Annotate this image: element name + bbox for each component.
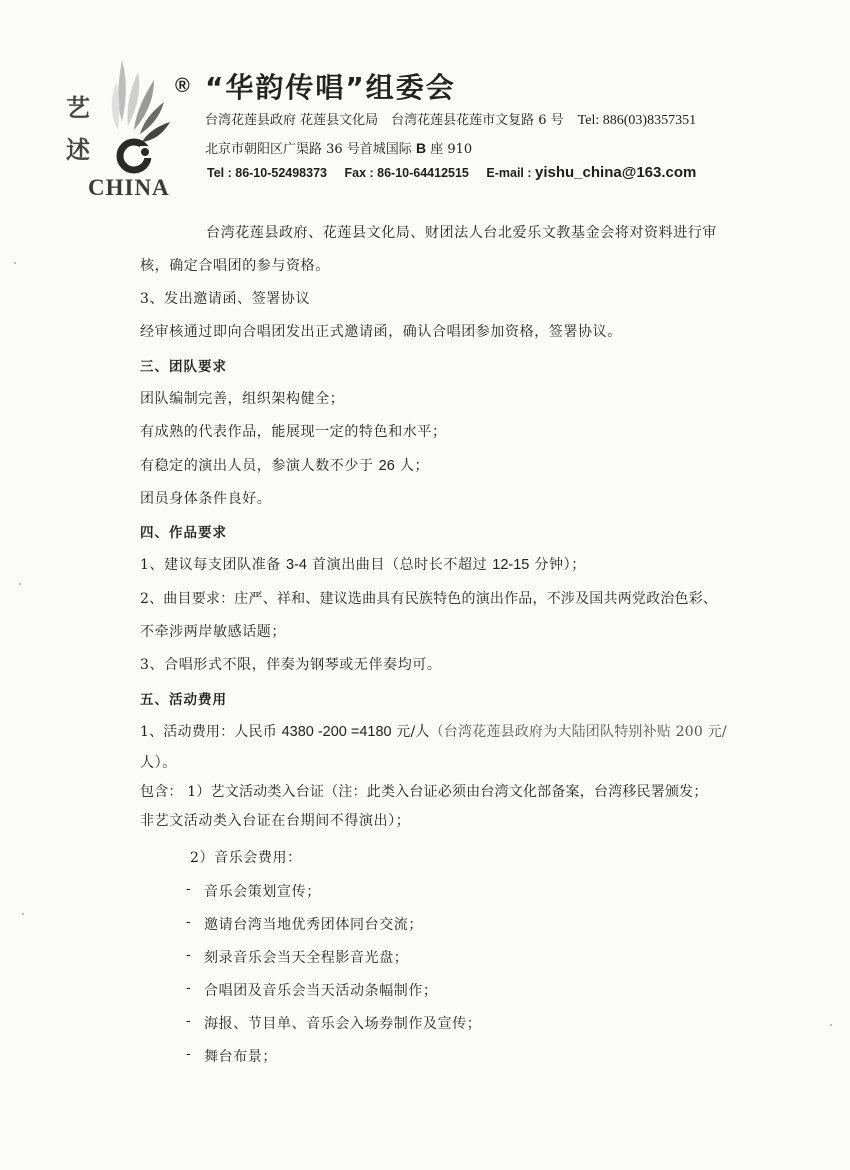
bullet-dash: -	[186, 980, 191, 996]
email-label: E-mail :	[486, 166, 535, 180]
org-title: “华韵传唱”组委会	[205, 71, 456, 104]
scan-speck	[14, 262, 16, 264]
list-item: 团员身体条件良好。	[140, 491, 272, 507]
address-beijing-prefix: 北京市朝阳区广渠路 36 号首城国际	[205, 142, 412, 157]
list-item: 音乐会策划宣传；	[204, 884, 321, 900]
address-line-1	[205, 109, 696, 129]
bullet-dash: -	[186, 881, 191, 897]
bullet-dash: -	[186, 914, 191, 930]
paragraph-line: 人）。	[140, 755, 177, 771]
section-title: 五、活动费用	[140, 692, 227, 708]
bullet-dash: -	[186, 1013, 191, 1029]
list-item: 团队编制完善，组织架构健全；	[140, 391, 345, 407]
email-link[interactable]: yishu_china@163.com	[535, 164, 697, 181]
fax: Fax : 86-10-64412515	[344, 166, 469, 180]
bullet-dash: -	[186, 947, 191, 963]
registered-mark: ®	[175, 75, 190, 97]
paragraph-line: 台湾花莲县政府、花莲县文化局、财团法人台北爱乐文教基金会将对资料进行审	[206, 225, 717, 241]
address-beijing-block: B	[415, 140, 427, 156]
scan-speck	[19, 583, 21, 585]
list-item: 海报、节目单、音乐会入场券制作及宣传；	[204, 1016, 482, 1032]
list-item: 3、合唱形式不限，伴奏为钢琴或无伴奏均可。	[140, 657, 442, 673]
paragraph-line: 包含： 1）艺文活动类入台证（注：此类入台证必须由台湾文化部备案，台湾移民署颁发；	[140, 784, 708, 800]
paragraph-line: 不牵涉两岸敏感话题；	[140, 624, 286, 640]
tel-taiwan: Tel: 886(03)8357351	[577, 113, 697, 128]
logo-char-2: 述	[66, 135, 90, 164]
paragraph-line: 核，确定合唱团的参与资格。	[140, 258, 330, 274]
list-item: 2、曲目要求：庄严、祥和、建议选曲具有民族特色的演出作品，不涉及国共两党政治色彩、	[140, 591, 718, 607]
list-item: 有稳定的演出人员，参演人数不少于 26 人；	[140, 458, 430, 474]
contact-line	[207, 164, 696, 181]
section-title: 四、作品要求	[140, 525, 227, 541]
logo-char-1: 艺	[66, 93, 90, 122]
section-title: 三、团队要求	[140, 359, 227, 375]
scan-speck	[830, 1024, 832, 1026]
address-line-2	[205, 138, 472, 157]
address-taiwan: 台湾花莲县政府 花莲县文化局 台湾花莲县花莲市文复路 6 号	[205, 113, 564, 128]
paragraph-line: 经审核通过即向合唱团发出正式邀请函，确认合唱团参加资格，签署协议。	[140, 324, 622, 340]
list-item: 邀请台湾当地优秀团体同台交流；	[204, 917, 423, 933]
list-item: 舞台布景；	[204, 1049, 277, 1065]
address-beijing-suffix: 座 910	[426, 142, 473, 157]
list-item: 1、建议每支团队准备 3-4 首演出曲目（总时长不超过 12-15 分钟）；	[140, 557, 586, 573]
scan-speck	[22, 913, 24, 915]
paragraph-line: 非艺文活动类入台证在台期间不得演出）；	[140, 813, 411, 829]
tel-beijing: Tel : 86-10-52498373	[207, 166, 327, 180]
list-item: 有成熟的代表作品，能展现一定的特色和水平；	[140, 424, 447, 440]
list-item: 合唱团及音乐会当天活动条幅制作；	[204, 983, 438, 999]
logo	[60, 52, 190, 202]
item-title: 3、发出邀请函、签署协议	[140, 291, 311, 307]
list-item: 刻录音乐会当天全程影音光盘；	[204, 950, 409, 966]
list-item: 1、活动费用：人民币 4380 -200 =4180 元/人（台湾花莲县政府为大陆团队特别补贴 200 元/	[140, 724, 727, 740]
logo-text: CHINA	[88, 175, 170, 200]
bullet-dash: -	[186, 1046, 191, 1062]
subsection-title: 2）音乐会费用：	[190, 850, 302, 866]
